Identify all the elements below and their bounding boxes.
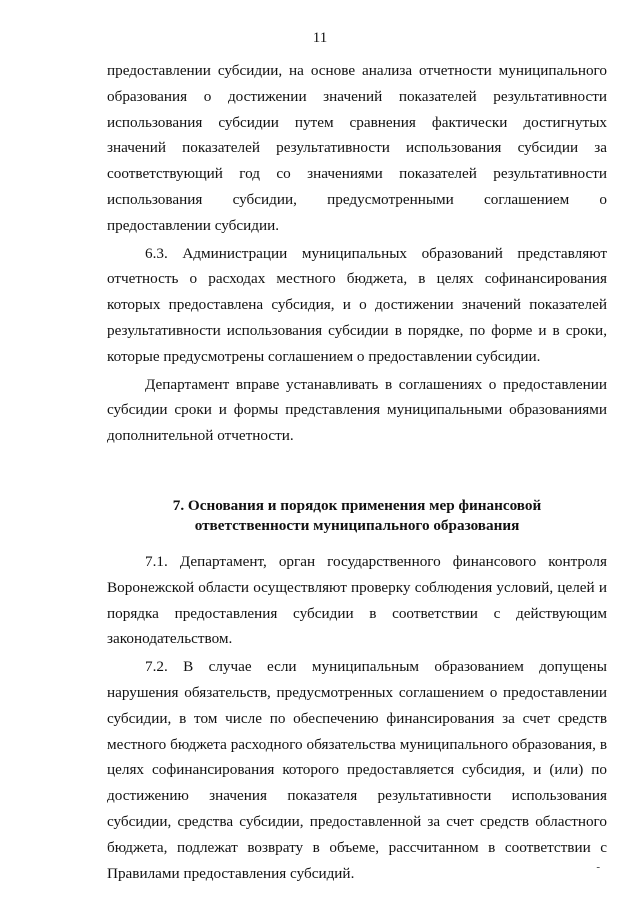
document-body (107, 58, 607, 886)
paragraph-department-rights: Департамент вправе устанавливать в соглашениях о предоставлении субсидии сроки и формы представления муниципальными образованиями дополнительной отчетности. (107, 375, 607, 445)
section-7-heading-line2: ответственности муниципального образования (194, 516, 520, 534)
section-spacer (107, 449, 607, 496)
paragraph-7-2: 7.2. В случае если муниципальным образованием допущены нарушения обязательств, предусмотренных соглашением о предоставлении субсидии, в том числе по обеспечению финансирования за счет средств местного бюджета расходного обязательства муниципального образования, в целях софинансирования которого предоставляется субсидия, и (или) по достижению значения показателя результативности использования субсидии, средства субсидии, предоставленной за счет средств областного бюджета, подлежат возврату в объеме, рассчитанном в соответствии с Правилами предоставления субсидий. (107, 658, 607, 882)
scan-mark: - (596, 861, 600, 873)
paragraph-continuation: предоставлении субсидии, на основе анализа отчетности муниципального образования о достижении значений показателей результативности использования субсидии путем сравнения фактически достигнутых значений показателей результативности использования субсидии за соответствующий год со значениями показателей результативности использования субсидии, предусмотренными соглашением о предоставлении субсидии. (107, 62, 607, 234)
page-number: 11 (312, 30, 328, 46)
paragraph-6-3: 6.3. Администрации муниципальных образований представляют отчетность о расходах местного бюджета, в целях софинансирования которых предоставлена субсидия, и о достижении значений показателей результативности использования субсидии в порядке, по форме и в сроки, которые предусмотрены соглашением о предоставлении субсидии. (107, 244, 607, 365)
paragraph-7-1: 7.1. Департамент, орган государственного финансового контроля Воронежской области осуществляют проверку соблюдения условий, целей и порядка предоставления субсидии в соответствии с действующим законодательством. (107, 552, 607, 648)
section-7-heading-line1: 7. Основания и порядок применения мер финансовой (172, 496, 542, 514)
section-7-heading (107, 496, 607, 536)
